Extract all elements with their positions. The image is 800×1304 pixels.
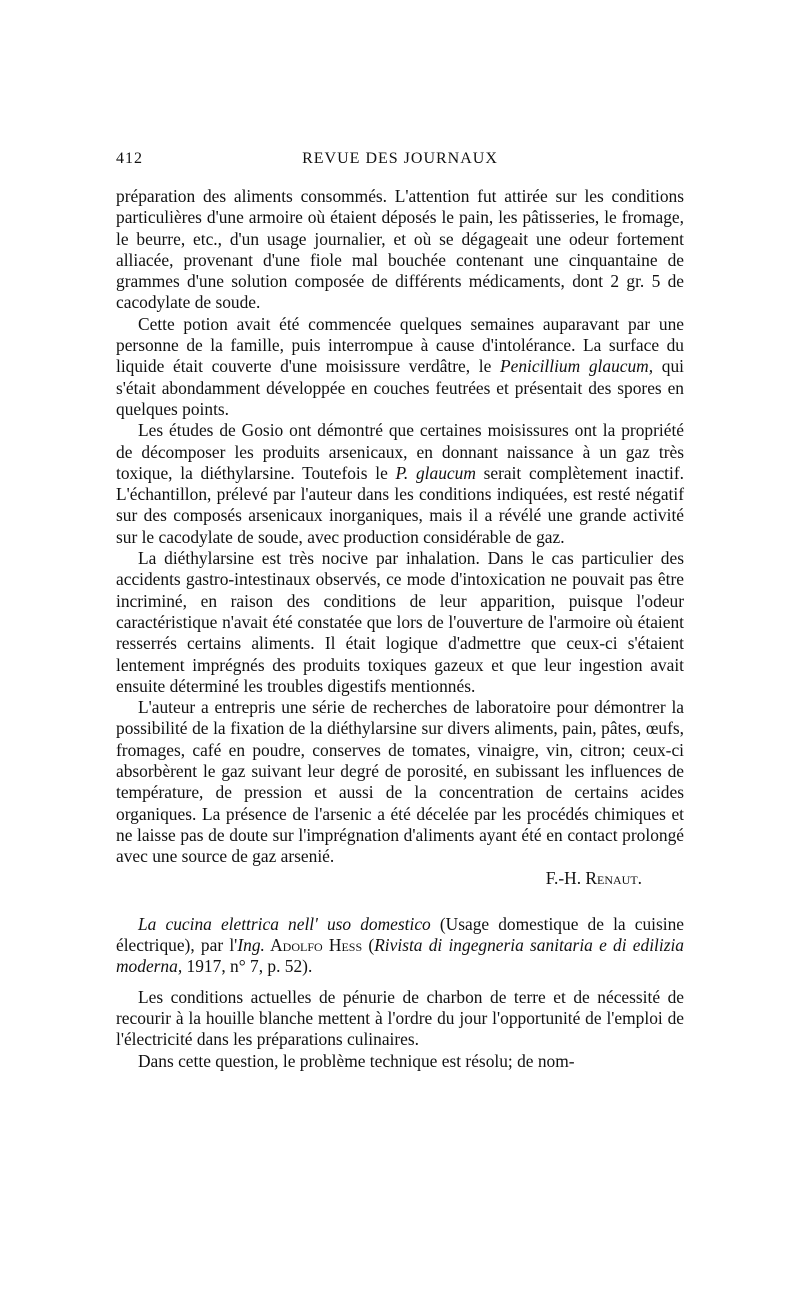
paragraph-4: La diéthylarsine est très nocive par inhalation. Dans le cas particulier des accidents gastro-intestinaux observés, ce mode d'intoxication ne pouvait pas être incriminé, en raison des conditions de leur apparition, puisque l'odeur caractéristique n'avait été constatée que lors de l'ouverture de l'armoire où étaient resserrés certains aliments. Il était logique d'admettre que ceux-ci s'étaient lentement imprégnés des produits toxiques gazeux et que leur ingestion avait ensuite déterminé les troubles digestifs mentionnés. bbox=[116, 548, 684, 696]
paragraph-5: L'auteur a entrepris une série de recherches de laboratoire pour démontrer la possibilité de la fixation de la diéthylarsine sur divers aliments, pain, pâtes, œufs, fromages, café en poudre, conserves de tomates, vinaigre, vin, citron; ceux-ci absorbèrent le gaz suivant leur degré de porosité, en subissant les influences de température, de pression et aussi de la concentration de certains acides organiques. La présence de l'arsenic a été décelée par les procédés chimiques et ne laisse pas de doute sur l'imprégnation d'aliments ayant été en contact prolongé avec une source de gaz arsenié. bbox=[116, 697, 684, 867]
paragraph-2-text: Cette potion avait été commencée quelques semaines auparavant par une personne de la famille, puis interrompue à cause d'intolérance. La surface du liquide était couverte d'une moisissure verdâtre, le bbox=[116, 313, 684, 377]
paragraph-3-italic: P. glaucum bbox=[395, 462, 476, 483]
reference-title: La cucina elettrica nell' uso domestico bbox=[138, 913, 431, 934]
paragraph-3-text: Les études de Gosio ont démontré que certaines moisissures ont la propriété de décomposer les produits arsenicaux, en donnant naissance à un gaz très toxique, la diéthylarsine. Toutefois le bbox=[116, 420, 684, 483]
signature-surname: Renaut. bbox=[585, 867, 642, 888]
page-number: 412 bbox=[116, 150, 143, 167]
paragraph-2-italic: Penicillium glaucum, bbox=[500, 356, 654, 377]
reference-journal: Rivista di ingegneria sanitaria e di edilizia moderna, bbox=[116, 935, 684, 977]
paragraph-6: Les conditions actuelles de pénurie de charbon de terre et de nécessité de recourir à la houille blanche mettent à l'ordre du jour l'opportunité de l'emploi de l'électricité dans les préparations culinaires. bbox=[116, 986, 684, 1050]
page-header bbox=[116, 150, 684, 176]
running-title: REVUE DES JOURNAUX bbox=[302, 150, 498, 167]
paragraph-3-tail: serait complètement inactif. L'échantillon, prélevé par l'auteur dans les conditions indiquées, est resté négatif sur des composés arsenicaux inorganiques, mais il a révélé une grande activité sur le cacodylate de soude, avec production considérable de gaz. bbox=[116, 462, 684, 547]
reference-ing: Ing. bbox=[237, 935, 265, 956]
paragraph-2-tail: qui s'était abondamment développée en couches feutrées et présentait des spores en quelques points. bbox=[116, 356, 684, 419]
signature-initials: F.-H. bbox=[545, 867, 586, 888]
reference-translation: (Usage domestique de la cuisine électrique), par l' bbox=[116, 913, 684, 956]
reference-paren: ( bbox=[362, 935, 375, 956]
paragraph-2 bbox=[116, 314, 684, 420]
paragraph-3 bbox=[116, 420, 684, 548]
journal-page bbox=[116, 150, 684, 1072]
reference-details: 1917, n° 7, p. 52). bbox=[182, 956, 313, 977]
paragraph-7: Dans cette question, le problème technique est résolu; de nom- bbox=[138, 1050, 575, 1071]
article-body bbox=[116, 186, 684, 1072]
article-reference bbox=[116, 914, 684, 978]
reference-gap bbox=[116, 978, 684, 987]
signature bbox=[116, 868, 684, 889]
section-gap bbox=[116, 889, 684, 914]
paragraph-1: préparation des aliments consommés. L'attention fut attirée sur les conditions particulières d'une armoire où étaient déposés le pain, les pâtisseries, le fromage, le beurre, etc., d'un usage journalier, et où se dégageait une odeur fortement alliacée, provenant d'une fiole mal bouchée contenant une cinquantaine de grammes d'une solution composée de différents médicaments, dont 2 gr. 5 de cacodylate de soude. bbox=[116, 186, 684, 313]
reference-author: Adolfo Hess bbox=[264, 935, 363, 956]
